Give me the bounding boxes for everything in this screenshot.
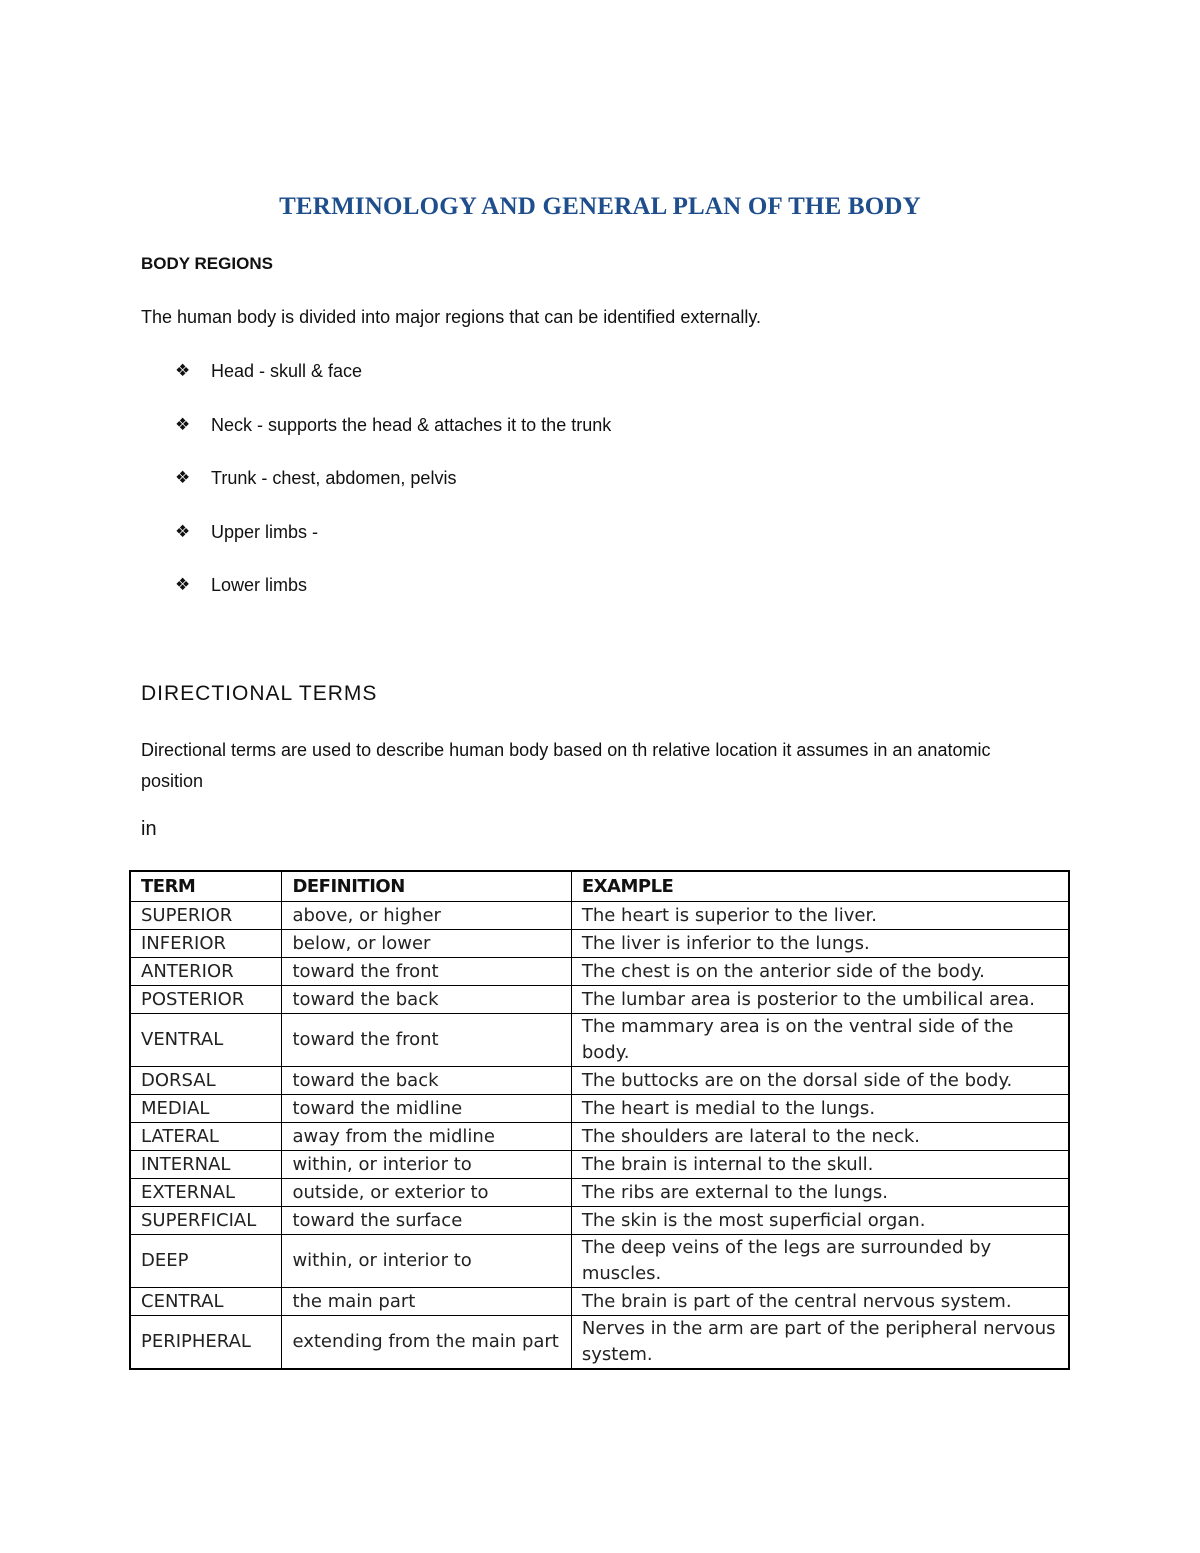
directional-terms-table [129, 870, 1070, 1370]
directional-terms-description: Directional terms are used to describe human body based on th relative location it assumes in an anatomic position [141, 740, 991, 791]
body-regions-heading: BODY REGIONS [141, 254, 273, 273]
table-row [130, 1288, 1069, 1316]
definition-cell: outside, or exterior to [282, 1179, 571, 1207]
term-cell: INTERNAL [130, 1151, 282, 1179]
table-row [130, 986, 1069, 1014]
term-cell: SUPERFICIAL [130, 1207, 282, 1235]
term-cell: DORSAL [130, 1067, 282, 1095]
list-item [175, 467, 611, 521]
body-regions-intro: The human body is divided into major regions that can be identified externally. [141, 307, 762, 327]
example-cell: The liver is inferior to the lungs. [571, 930, 1069, 958]
list-item [175, 414, 611, 468]
diamond-bullet-icon: ❖ [175, 521, 191, 541]
definition-cell: within, or interior to [282, 1235, 571, 1288]
definition-cell: within, or interior to [282, 1151, 571, 1179]
table-row [130, 1179, 1069, 1207]
table-row [130, 1151, 1069, 1179]
table-row [130, 1067, 1069, 1095]
definition-cell: toward the front [282, 958, 571, 986]
table-row [130, 1207, 1069, 1235]
definition-cell: the main part [282, 1288, 571, 1316]
term-cell: PERIPHERAL [130, 1316, 282, 1370]
definition-cell: toward the back [282, 986, 571, 1014]
diamond-bullet-icon: ❖ [175, 575, 191, 594]
region-text: Neck - supports the head & attaches it to the trunk [211, 414, 612, 435]
term-cell: MEDIAL [130, 1095, 282, 1123]
table-row [130, 930, 1069, 958]
body-regions-list [175, 360, 611, 628]
example-cell: The heart is superior to the liver. [571, 902, 1069, 930]
term-cell: POSTERIOR [130, 986, 282, 1014]
term-cell: INFERIOR [130, 930, 282, 958]
term-cell: EXTERNAL [130, 1179, 282, 1207]
stray-text: in [141, 818, 157, 840]
region-text: Trunk - chest, abdomen, pelvis [211, 468, 457, 488]
table-row [130, 1235, 1069, 1288]
example-cell: The buttocks are on the dorsal side of the body. [571, 1067, 1069, 1095]
example-cell: The ribs are external to the lungs. [571, 1179, 1069, 1207]
example-cell: The lumbar area is posterior to the umbilical area. [571, 986, 1069, 1014]
table-row [130, 1123, 1069, 1151]
definition-cell: extending from the main part [282, 1316, 571, 1370]
list-item [175, 574, 611, 628]
table-body [130, 902, 1069, 1370]
example-cell: The mammary area is on the ventral side of the body. [571, 1014, 1069, 1067]
definition-cell: toward the back [282, 1067, 571, 1095]
column-header-example: EXAMPLE [571, 871, 1069, 902]
page-title: TERMINOLOGY AND GENERAL PLAN OF THE BODY [279, 193, 921, 220]
definition-cell: toward the midline [282, 1095, 571, 1123]
definition-cell: away from the midline [282, 1123, 571, 1151]
table-header-row [130, 871, 1069, 902]
term-cell: VENTRAL [130, 1014, 282, 1067]
example-cell: The chest is on the anterior side of the body. [571, 958, 1069, 986]
list-item [175, 521, 611, 575]
region-text: Head - skull & face [211, 361, 363, 381]
diamond-bullet-icon: ❖ [175, 414, 191, 434]
example-cell: The brain is internal to the skull. [571, 1151, 1069, 1179]
example-cell: The heart is medial to the lungs. [571, 1095, 1069, 1123]
table-row [130, 902, 1069, 930]
directional-terms-heading: DIRECTIONAL TERMS [141, 682, 378, 705]
column-header-definition: DEFINITION [282, 871, 571, 902]
list-item [175, 360, 611, 414]
table-row [130, 1095, 1069, 1123]
term-cell: ANTERIOR [130, 958, 282, 986]
term-cell: CENTRAL [130, 1288, 282, 1316]
definition-cell: toward the front [282, 1014, 571, 1067]
region-text: Lower limbs [211, 575, 308, 595]
example-cell: The skin is the most superficial organ. [571, 1207, 1069, 1235]
table-row [130, 958, 1069, 986]
region-text: Upper limbs - [211, 521, 319, 542]
example-cell: The brain is part of the central nervous system. [571, 1288, 1069, 1316]
column-header-term: TERM [130, 871, 282, 902]
term-cell: SUPERIOR [130, 902, 282, 930]
example-cell: The deep veins of the legs are surrounded by muscles. [571, 1235, 1069, 1288]
diamond-bullet-icon: ❖ [175, 468, 191, 487]
table-row [130, 1316, 1069, 1370]
table-row [130, 1014, 1069, 1067]
term-cell: LATERAL [130, 1123, 282, 1151]
definition-cell: toward the surface [282, 1207, 571, 1235]
term-cell: DEEP [130, 1235, 282, 1288]
diamond-bullet-icon: ❖ [175, 361, 191, 380]
example-cell: The shoulders are lateral to the neck. [571, 1123, 1069, 1151]
definition-cell: below, or lower [282, 930, 571, 958]
example-cell: Nerves in the arm are part of the peripheral nervous system. [571, 1316, 1069, 1370]
definition-cell: above, or higher [282, 902, 571, 930]
